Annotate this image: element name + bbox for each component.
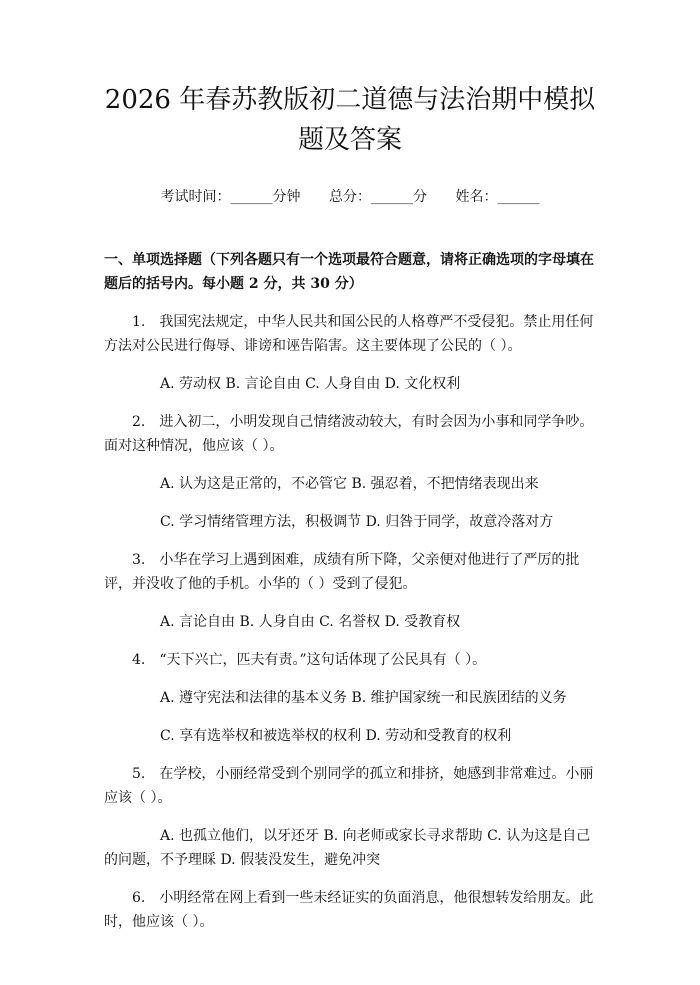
question-text: 1. 我国宪法规定，中华人民共和国公民的人格尊严不受侵犯。禁止用任何方法对公民进行侮辱、诽谤和诬告陷害。这主要体现了公民的（ ）。 xyxy=(104,314,594,354)
exam-time: 考试时间：______分钟 xyxy=(160,189,301,205)
question-text: 2. 进入初二，小明发现自己情绪波动较大，有时会因为小事和同学争吵。面对这种情况，他应该（ ）。 xyxy=(104,414,594,454)
document-page xyxy=(0,80,700,985)
question-1 xyxy=(104,310,596,396)
exam-meta xyxy=(104,186,596,208)
question-6 xyxy=(104,886,596,934)
question-5 xyxy=(104,762,596,872)
question-options: A. 遵守宪法和法律的基本义务 B. 维护国家统一和民族团结的义务 xyxy=(160,690,567,706)
question-text: 6. 小明经常在网上看到一些未经证实的负面消息，他很想转发给朋友。此时，他应该（ ）。 xyxy=(104,890,594,930)
document-title: 2026 年春苏教版初二道德与法治期中模拟题及答案 xyxy=(104,85,596,155)
question-4 xyxy=(104,648,596,748)
question-options: A. 言论自由 B. 人身自由 C. 名誉权 D. 受教育权 xyxy=(160,614,461,630)
question-options: A. 也孤立他们，以牙还牙 B. 向老师或家长寻求帮助 C. 认为这是自己的问题，不予理睬 D. 假装没发生，避免冲突 xyxy=(104,828,591,868)
question-options: A. 认为这是正常的，不必管它 B. 强忍着，不把情绪表现出来 xyxy=(160,476,539,492)
question-options: C. 学习情绪管理方法，积极调节 D. 归咎于同学，故意冷落对方 xyxy=(160,514,554,530)
question-2 xyxy=(104,410,596,534)
question-text: 4. “天下兴亡，匹夫有责。”这句话体现了公民具有（ ）。 xyxy=(132,652,487,668)
total-score: 总分：______分 xyxy=(329,189,427,205)
question-3 xyxy=(104,548,596,634)
question-options: A. 劳动权 B. 言论自由 C. 人身自由 D. 文化权利 xyxy=(160,376,461,392)
question-text: 5. 在学校，小丽经常受到个别同学的孤立和排挤，她感到非常难过。小丽应该（ ）。 xyxy=(104,766,594,806)
question-options: C. 享有选举权和被选举权的权利 D. 劳动和受教育的权利 xyxy=(160,728,512,744)
question-text: 3. 小华在学习上遇到困难，成绩有所下降，父亲便对他进行了严厉的批评，并没收了他的手机。小华的（ ）受到了侵犯。 xyxy=(104,552,580,592)
section-heading: 一、单项选择题（下列各题只有一个选项最符合题意，请将正确选项的字母填在题后的括号内。每小题 2 分，共 30 分） xyxy=(104,252,594,292)
student-name: 姓名：______ xyxy=(455,189,540,205)
